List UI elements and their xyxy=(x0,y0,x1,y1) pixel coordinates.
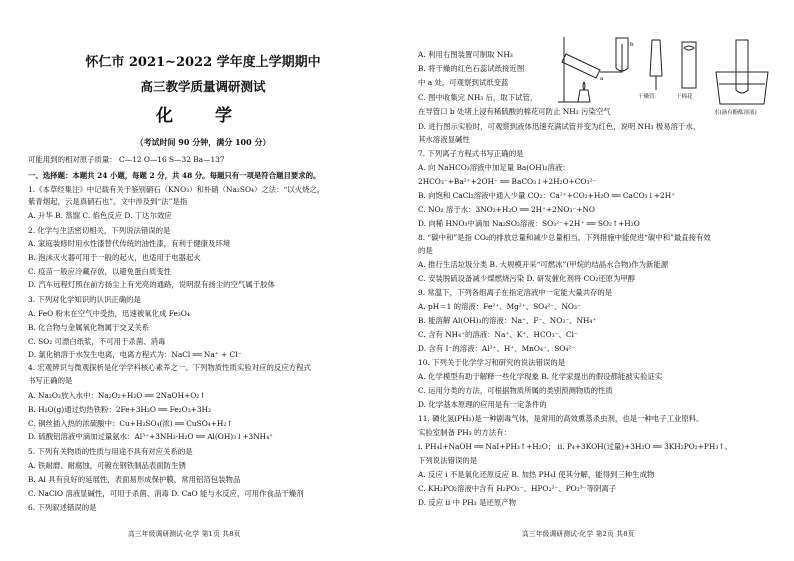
option-line: B. Al 具有良好的延展性，表面易形成保护膜，常用铝箔包装物品 xyxy=(28,475,241,484)
option-line: 在导管口 b 处堵上浸有稀硫酸的棉花可防止 NH₃ 污染空气 xyxy=(418,107,611,116)
label-b: b xyxy=(630,42,634,48)
question-line: 2. 化学与生活密切相关，下列说法错误的是 xyxy=(28,226,171,235)
flame xyxy=(583,82,585,90)
label-a: a xyxy=(600,76,604,82)
option-line: D. 氯化钠溶于水发生电离，电离方程式为：NaCl ══ Na⁺ + Cl⁻ xyxy=(28,350,242,359)
option-line: C. 铜丝插入热的浓硫酸中：Cu+H₂SO₄(浓) ══ CuSO₄+H₂↑ xyxy=(28,419,233,428)
gas-tube xyxy=(682,42,696,88)
option-line: C. 运用分类的方法，可根据物质所属的类别预测物质的性质 xyxy=(418,386,613,395)
exam-info: （考试时间 90 分钟，满分 100 分） xyxy=(135,137,271,147)
right-column xyxy=(418,0,770,561)
question-line: 9. 常温下，下列各组离子在指定溶液中一定能大量共存的是 xyxy=(418,288,613,297)
water-trough xyxy=(716,72,768,104)
option-line: 中 a 处，可观察到试纸变蓝 xyxy=(418,78,509,87)
delivery-tube xyxy=(600,44,622,72)
cotton xyxy=(684,46,694,50)
subject-title: 化 学 xyxy=(156,106,250,126)
question-line: 11. 磷化氢(PH₃)是一种剧毒气体，是常用的高效熏蒸杀虫剂，也是一种电子工业原料。 xyxy=(418,414,704,423)
question-line: 3. 下列对化学知识的认识正确的是 xyxy=(28,295,141,304)
dry-tube xyxy=(650,40,662,76)
question-line: 1.《本草经集注》中记载有关于鉴别硝石（KNO₃）和朴硝（Na₂SO₄）之法：“以火烧之， xyxy=(28,185,325,194)
option-line: C. 含有 NH₄⁺的溶液：Na⁺、K⁺、HCO₃⁻、Cl⁻ xyxy=(418,330,578,339)
option-line: D. 含有 I⁻的溶液：Al³⁺、H⁺、MnO₄⁻、SO₄²⁻ xyxy=(418,344,576,353)
option-line: A. 铁耐磨、耐腐蚀，可镀在钢铁制品表面防生锈 xyxy=(28,461,186,470)
option-line: D. 化学基本原理的应用是有一定条件的 xyxy=(418,400,547,409)
option-line: A. FeO 粉末在空气中受热，迅速被氧化成 Fe₃O₄ xyxy=(28,309,190,318)
question-line: 实验室制备 PH₃ 的方法有： xyxy=(418,428,511,437)
equation-line: 2HCO₃⁻+Ba²⁺+2OH⁻ ══ BaCO₃↓+2H₂O+CO₃²⁻ xyxy=(418,177,597,186)
option-line: D. 向稀 HNO₃中滴加 Na₂SO₃溶液：SO₃²⁻+2H⁺ ══ SO₂↑+H₂O xyxy=(418,219,640,228)
option-line: D. 汽车远程灯照在前方扬尘上有光亮的通路，说明混有扬尘的空气属于胶体 xyxy=(28,280,275,289)
option-line: 其水溶液显碱性 xyxy=(418,135,470,144)
atomic-masses: 可能用到的相对原子质量： C—12 O—16 S—32 Ba—137 xyxy=(28,155,225,164)
question-line: 紫青烟起，云是真硝石也”。文中涉及到“法”是指 xyxy=(28,197,188,206)
question-line: 的是 xyxy=(418,246,433,255)
label-trough: 水(滴有酚酞溶液) xyxy=(714,110,757,116)
question-line: 下列说法错误的是 xyxy=(418,456,478,465)
label-cotton: 干棉花 xyxy=(676,94,693,100)
option-line: A. Na₂O₂放入水中：Na₂O₂+H₂O ══ 2NaOH+O₂↑ xyxy=(28,391,206,400)
option-line: C. 疫苗一般应冷藏存放，以避免蛋白质变性 xyxy=(28,267,172,276)
option-line: A. 家庭装修时用水性漆替代传统的油性漆，有利于健康及环境 xyxy=(28,239,231,248)
section1-intro: 一、选择题：本题共 24 小题，每题 2 分，共 48 分。每题只有一项是符合题目要求的。 xyxy=(28,171,321,180)
option-line: A. 利用右图装置可制取 NH₃ xyxy=(418,50,513,59)
option-line: D. 进行图示实验时，可观察到液体迅速充满试管并变为红色，说明 NH₃ 极易溶于水， xyxy=(418,122,701,131)
option-line: D. 硫酸铝溶液中滴加过量氨水：Al³⁺+3NH₃·H₂O ══ Al(OH)₃↓+3NH₄⁺ xyxy=(28,432,273,441)
equation-line: i. PH₄I+NaOH ══ NaI+PH₃↑+H₂O； ii. P₄+3KOH(过量)+3H₂O ══ 3KH₂PO₂+PH₃↑。 xyxy=(418,442,732,451)
left-column xyxy=(28,0,378,561)
page-footer: 高三年级调研测试·化学 第2页 共8页 xyxy=(522,530,635,538)
option-line: A. 反应 i 不是氧化还原反应 B. 加热 PH₄I 使其分解，能得到三种生成物 xyxy=(418,470,655,479)
question-line: 7. 下列离子方程式书写正确的是 xyxy=(418,149,524,158)
test-tube xyxy=(562,54,600,78)
page-footer: 高三年级调研测试·化学 第1页 共8页 xyxy=(128,530,241,538)
option-line: B. 泡沫灭火器可用于一般的起火，也适用于电器起火 xyxy=(28,253,201,262)
inverted-tube xyxy=(736,40,748,93)
exam-subtitle: 高三教学质量调研测试 xyxy=(140,79,266,94)
option-line: C. NO₂ 溶于水：3NO₂+H₂O ══ 2H⁺+2NO₃⁻+NO xyxy=(418,205,595,214)
question-line: 10. 下列关于化学学习和研究的说法错误的是 xyxy=(418,358,566,367)
option-line: A. 推行生活垃圾分类 B. 大规模开采“可燃冰”(甲烷的结晶水合物)作为新能源 xyxy=(418,260,669,269)
alcohol-lamp xyxy=(578,90,590,102)
option-line: B. 能溶解 Al(OH)₃的溶液：Na⁺、F⁻、NO₃⁻、NH₄⁺ xyxy=(418,316,597,325)
option-line: C. NaClO 溶液显碱性，可用于杀菌、消毒 D. CaO 能与水反应，可用作食品干燥剂 xyxy=(28,489,304,498)
option-line: C. KH₂PO₂溶液中含有 H₂PO₂⁻、HPO₂²⁻、PO₂³⁻等阴离子 xyxy=(418,484,617,493)
option-line: A. 向 NaHCO₃溶液中加足量 Ba(OH)₂溶液： xyxy=(418,163,570,172)
option-line: C. SO₂ 可漂白纸浆，不可用于杀菌、消毒 xyxy=(28,337,166,346)
option-line: A. 化学模型有助于解释一些化学现象 B. 化学家提出的假设都能被实验证实 xyxy=(418,372,663,381)
question-line: 8. “碳中和”是指 CO₂的排放总量和减少总量相当。下列措施中能促进“碳中和”最直接有效 xyxy=(418,233,711,242)
question-line: 4. 宏观辨识与微观探析是化学学科核心素养之一。下列物质性质实验对应的反应方程式 xyxy=(28,363,311,372)
option-line: C. 安装脱硫设备减少煤燃烧污染 D. 研发催化剂将 CO₂还原为甲醇 xyxy=(418,274,636,283)
exam-title: 怀仁市 2021~2022 学年度上学期期中 xyxy=(85,55,321,70)
option-line: C. 图中收集完 NH₃ 后，取下试管， xyxy=(418,93,538,102)
option-line: A. pH＝1 的溶液：Fe²⁺、Mg²⁺、SO₄²⁻、NO₃⁻ xyxy=(418,302,581,311)
option-line: A. 升华 B. 蒸馏 C. 焰色反应 D. 丁达尔效应 xyxy=(28,211,172,220)
label-dry-tube: 干燥管 xyxy=(638,94,655,100)
option-line: D. 反应 ii 中 PH₃ 是还原产物 xyxy=(418,498,516,507)
option-line: B. 将干燥的红色石蕊试纸接近图 xyxy=(418,64,525,73)
question-line: 5. 下列有关物质的性质与用途不具有对应关系的是 xyxy=(28,447,193,456)
question-line: 6. 下列叙述错误的是 xyxy=(28,503,97,512)
option-line: B. H₂O(g)通过灼热铁粉：2Fe+3H₂O ══ Fe₂O₃+3H₂ xyxy=(28,405,211,414)
option-line: B. 向饱和 CaCl₂溶液中通入少量 CO₂：Ca²⁺+CO₂+H₂O ══ CaCO₃↓+2H⁺ xyxy=(418,191,676,200)
option-line: B. 化合物与金属氧化物属于交叉关系 xyxy=(28,323,149,332)
question-line: 书写正确的是 xyxy=(28,376,73,385)
